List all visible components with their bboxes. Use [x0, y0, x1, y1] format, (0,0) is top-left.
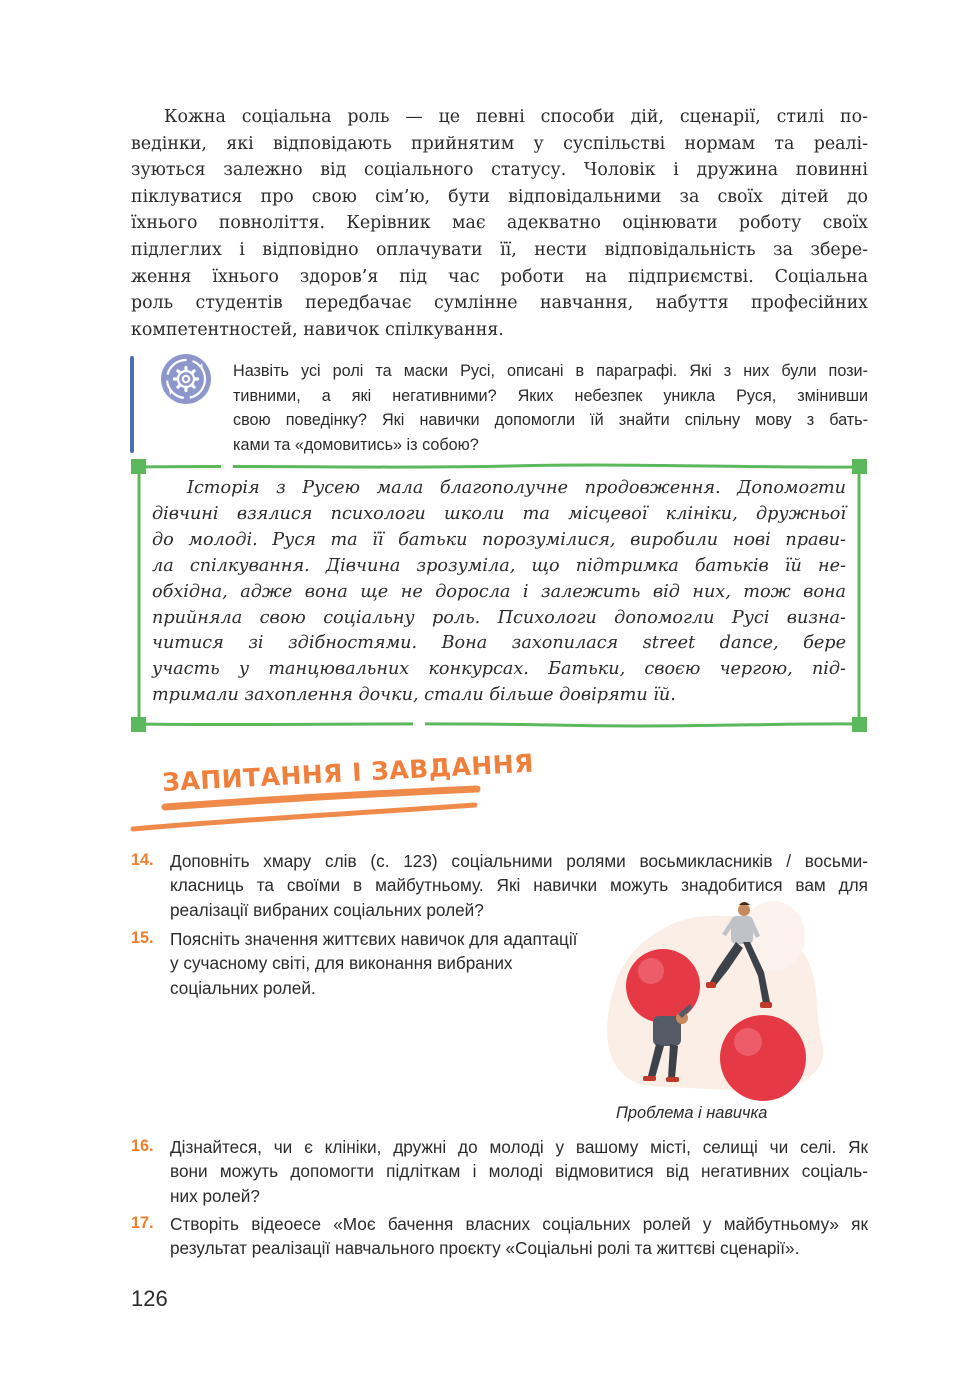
story-line: до молоді. Руся та її батьки порозумілися, виробили нові прави- [152, 529, 846, 550]
story-line: дівчині взялися психологи школи та місцевої клініки, дружньої [152, 503, 846, 524]
question-line: Поясніть значення життєвих навичок для адаптації [170, 929, 578, 949]
question-line: вони можуть допомогти підліткам і молоді відмовитися від негативних соціаль- [170, 1161, 868, 1182]
task-line: ками та «домовитись» із собою? [233, 435, 479, 454]
question-text [170, 927, 630, 1000]
question-number: 15. [131, 929, 154, 947]
story-text [152, 476, 846, 709]
question-text [170, 1135, 868, 1208]
story-line: читися зі здібностями. Вона захопилася street dance, бере [152, 633, 846, 654]
story-line: прийняла свою соціальну роль. Психологи допомогли Русі визна- [152, 607, 846, 628]
question-line: Створіть відеоесе «Моє бачення власних соціальних ролей у майбутньому» як [170, 1214, 868, 1234]
intro-line: зуються залежно від соціального статусу. Чоловік і дружина повинні [131, 160, 868, 181]
task-line: тивними, а які негативними? Яких небезпек уникла Руся, змінивши [233, 386, 868, 405]
story-line: Історія з Русею мала благополучне продовження. Допомогти [187, 478, 846, 498]
story-line: участь у танцювальних конкурсах. Батьки, своєю чергою, під- [152, 659, 846, 680]
story-line: ла спілкування. Дівчина зрозуміла, що підтримка батьків їй не- [152, 555, 846, 576]
question-number: 16. [131, 1137, 154, 1155]
intro-line: ження їхнього здоров’я під час роботи на підприємстві. Соціальна [131, 266, 868, 287]
question-line: у сучасному світі, для виконання вибраних [170, 953, 513, 974]
question-line: результат реалізації навчального проєкту «Соціальні ролі та життєві сценарії». [170, 1238, 800, 1259]
question-line: Дізнайтеся, чи є клініки, дружні до молоді у вашому місті, селищі чи селі. Як [170, 1137, 868, 1157]
intro-line: роль студентів передбачає сумлінне навчання, набуття професійних [131, 293, 868, 314]
story-line: обхідна, адже вона ще не доросла і залежить від них, тож вона [152, 581, 846, 602]
intro-line: компетентностей, навичок спілкування. [131, 319, 504, 340]
intro-paragraph [131, 104, 868, 343]
question-line: Доповніть хмару слів (с. 123) соціальними ролями восьмикласників / восьми- [170, 851, 868, 871]
question-line: соціальних ролей. [170, 977, 316, 998]
question-line: реалізації вибраних соціальних ролей? [170, 899, 484, 920]
intro-line: піклуватися про свою сім’ю, бути відповідальними за своїх дітей до [131, 186, 868, 207]
section-heading: ЗАПИТАННЯ І ЗАВДАННЯ [161, 748, 535, 797]
gear-icon [160, 353, 212, 405]
task-text [233, 359, 868, 457]
intro-line: ведінки, які відповідають прийнятим у суспільстві нормам та реалі- [131, 133, 868, 154]
question-line: класниць та своїми в майбутньому. Які навички можуть знадобитися вам для [170, 875, 868, 896]
intro-line: підлеглих і відповідно оплачувати її, нести відповідальність за збере- [131, 239, 868, 260]
story-line: тримали захоплення дочки, стали більше довіряти їй. [152, 685, 676, 706]
task-line: Назвіть усі ролі та маски Русі, описані в параграфі. Які з них були пози- [233, 362, 868, 380]
question-number: 17. [131, 1214, 154, 1232]
task-side-bar [130, 356, 134, 453]
problem-skill-illustration [598, 896, 828, 1101]
intro-line: їхнього повноліття. Керівник має адекватно оцінювати роботу своїх [131, 213, 868, 234]
question-line: них ролей? [170, 1185, 260, 1206]
question-number: 14. [131, 851, 154, 869]
intro-line: Кожна соціальна роль — це певні способи дій, сценарії, стилі по- [164, 107, 868, 127]
illustration-caption: Проблема і навичка [616, 1104, 768, 1122]
question-text [170, 1212, 868, 1261]
task-line: свою поведінку? Які навички допомогли їй знайти спільну мову з бать- [233, 411, 868, 430]
page-number: 126 [131, 1286, 168, 1311]
